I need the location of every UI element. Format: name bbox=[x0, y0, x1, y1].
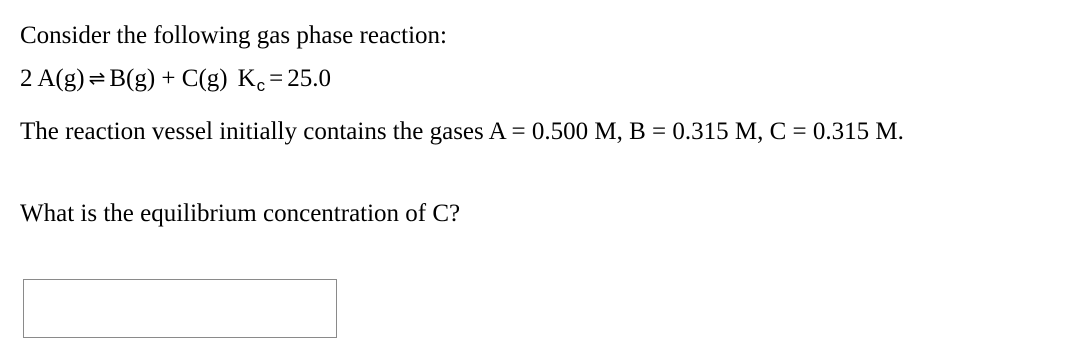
equals-sign: = bbox=[269, 65, 284, 92]
equilibrium-constant-symbol: K bbox=[237, 65, 256, 92]
equilibrium-constant-subscript: c bbox=[256, 76, 266, 95]
intro-text: Consider the following gas phase reaction: bbox=[20, 22, 447, 49]
answer-input[interactable] bbox=[23, 279, 337, 338]
reaction-equation bbox=[20, 62, 331, 97]
products: B(g) + C(g) bbox=[109, 65, 228, 92]
equilibrium-constant-value: 25.0 bbox=[287, 65, 332, 92]
question-prompt: What is the equilibrium concentration of C? bbox=[20, 200, 461, 227]
initial-conditions-text: The reaction vessel initially contains the gases A = 0.500 M, B = 0.315 M, C = 0.315 M. bbox=[20, 118, 904, 145]
equilibrium-arrows-icon: ⇌ bbox=[88, 66, 106, 90]
reactants: 2 A(g) bbox=[20, 65, 85, 92]
